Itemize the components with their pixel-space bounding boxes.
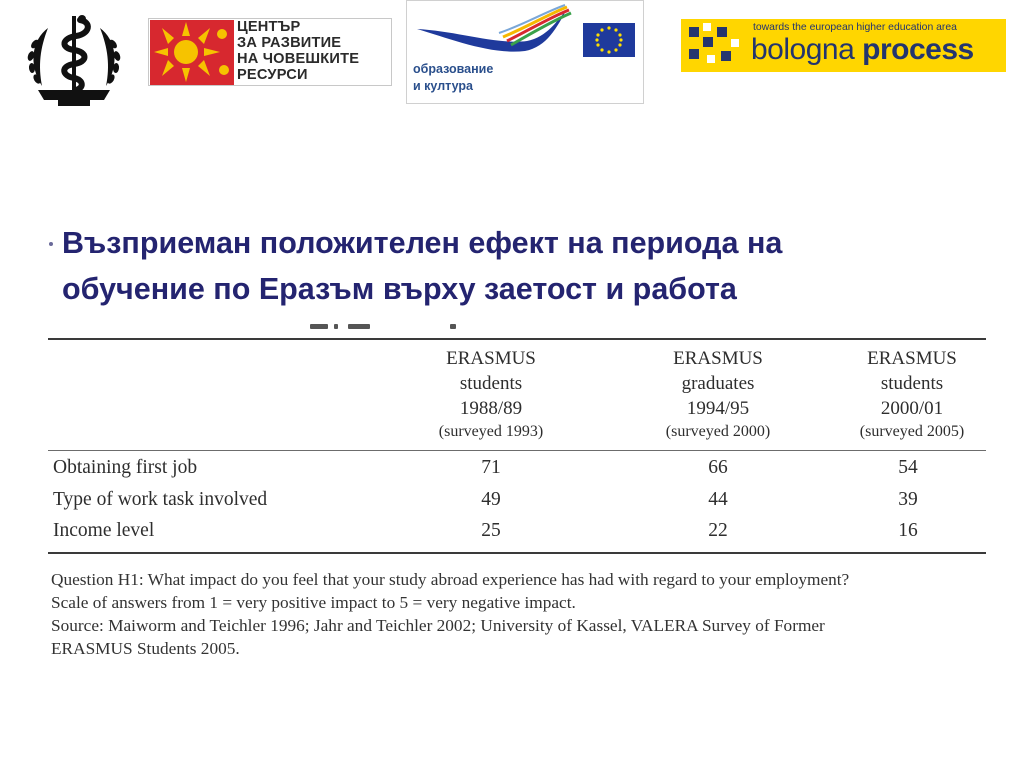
column-header-line: students (880, 373, 944, 394)
table-cell: 71 (481, 457, 501, 478)
footnote-line: Question H1: What impact do you feel that your study abroad experience has had with regard to your employment? (51, 570, 850, 589)
table-cell: 39 (898, 489, 918, 510)
table-cell: 66 (708, 457, 728, 478)
center-name-line: РЕСУРСИ (237, 67, 308, 83)
eu-swoosh-icon (407, 1, 643, 61)
slide-title-line: Възприеман положителен ефект на периода на (62, 226, 783, 260)
center-name-line: НА ЧОВЕШКИТЕ (237, 51, 360, 67)
column-header-survey: (surveyed 2000) (665, 423, 771, 440)
bullet-icon (49, 242, 53, 246)
sun-icon (150, 20, 234, 86)
table-cell: 22 (708, 520, 728, 541)
table-cell: 44 (708, 489, 728, 510)
process-word: process (862, 33, 974, 66)
education-caption-line: образование (413, 62, 494, 76)
table-row (48, 486, 986, 516)
university-emblem-logo (18, 8, 130, 108)
table-bottom-rule (48, 552, 986, 554)
footnote-line: Scale of answers from 1 = very positive impact to 5 = very negative impact. (51, 593, 576, 612)
column-header-line: ERASMUS (673, 348, 763, 369)
education-caption (413, 61, 493, 95)
column-header-line: students (459, 373, 523, 394)
table-row (48, 517, 986, 547)
row-label: Obtaining first job (53, 457, 198, 478)
column-header-survey: (surveyed 1993) (438, 423, 544, 440)
cropped-caption-remnant (300, 322, 470, 330)
table-header-rule (48, 450, 986, 451)
table-cell: 54 (898, 457, 918, 478)
footnote-line: Source: Maiworm and Teichler 1996; Jahr and Teichler 2002; University of Kassel, VALERA Survey of Former (51, 616, 825, 635)
column-header (824, 346, 1000, 443)
column-header-survey: (surveyed 2005) (859, 423, 965, 440)
bologna-tagline: towards the european higher education area (753, 22, 957, 33)
bologna-process-logo (681, 19, 1006, 72)
table-cell: 25 (481, 520, 501, 541)
row-label: Type of work task involved (53, 489, 268, 510)
column-header (630, 346, 806, 443)
row-label: Income level (53, 520, 155, 541)
education-culture-logo (406, 0, 644, 104)
slide-title-line: обучение по Еразъм върху заетост и работа (62, 272, 737, 306)
column-header (403, 346, 579, 443)
column-header-year: 2000/01 (880, 398, 944, 419)
bologna-puzzle-icon (681, 19, 747, 72)
column-header-line: ERASMUS (446, 348, 536, 369)
table-cell: 49 (481, 489, 501, 510)
footnote-line: ERASMUS Students 2005. (51, 639, 240, 658)
column-header-line: ERASMUS (867, 348, 957, 369)
bologna-wordmark (751, 33, 974, 67)
human-resources-center-logo (148, 18, 392, 86)
table-top-rule (48, 338, 986, 340)
center-name-line: ЗА РАЗВИТИЕ (237, 35, 342, 51)
column-header-line: graduates (681, 373, 755, 394)
snake-emblem-icon (18, 8, 130, 108)
table-footnote (51, 568, 986, 660)
center-name-line: ЦЕНТЪР (237, 19, 301, 35)
slide-title (62, 220, 942, 312)
column-header-year: 1988/89 (459, 398, 523, 419)
table-row (48, 454, 986, 484)
column-header-year: 1994/95 (686, 398, 750, 419)
center-name-text (237, 19, 359, 83)
table-cell: 16 (898, 520, 918, 541)
bologna-word: bologna (751, 33, 855, 66)
education-caption-line: и култура (413, 79, 473, 93)
